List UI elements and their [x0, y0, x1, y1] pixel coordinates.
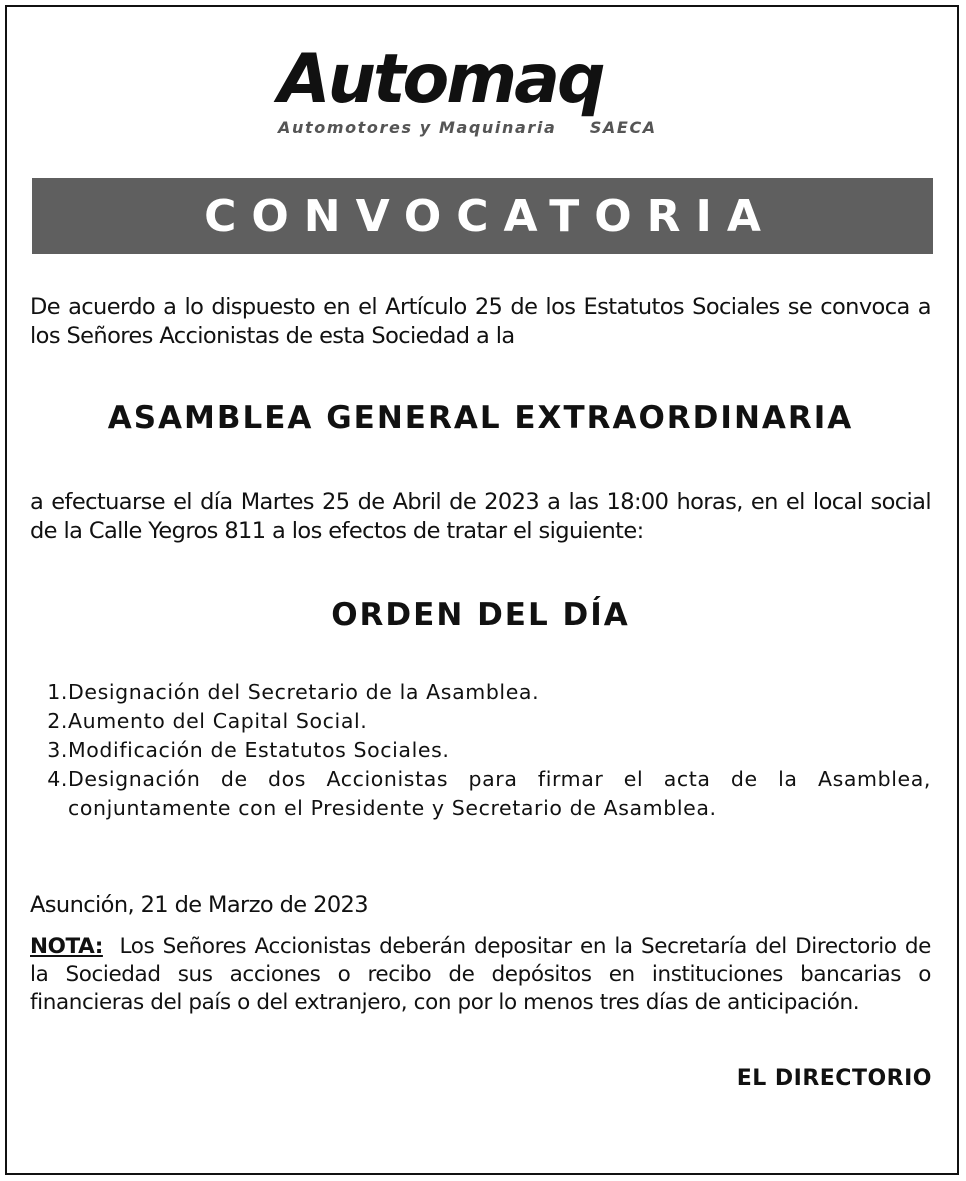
intro-paragraph: De acuerdo a lo dispuesto en el Artículo 25 de los Estatutos Sociales se convoca a los Señores Accionistas de esta Sociedad a la: [30, 294, 931, 349]
agenda-item: [30, 765, 931, 823]
agenda-item: [30, 707, 931, 736]
title-banner: [32, 178, 933, 254]
details-paragraph: a efectuarse el día Martes 25 de Abril de 2023 a las 18:00 horas, en el local social de la Calle Yegros 811 a los efectos de tratar el siguiente:: [30, 489, 931, 544]
nota-paragraph: [30, 933, 931, 1017]
company-logo: [278, 40, 698, 142]
agenda-item-number: 1.: [47, 680, 68, 704]
banner-title: CONVOCATORIA: [204, 190, 776, 242]
logo-wordmark: Automaq: [278, 40, 603, 119]
assembly-title: ASAMBLEA GENERAL EXTRAORDINARIA: [107, 400, 854, 436]
agenda-item: [30, 736, 931, 765]
agenda-item: [30, 678, 931, 707]
signature: EL DIRECTORIO: [736, 1066, 932, 1091]
nota-text: Los Señores Accionistas deberán depositar en la Secretaría del Directorio de la Sociedad sus acciones o recibo de depósitos en instituciones bancarias o financieras del país o del extranjero, con por lo menos tres días de anticipación.: [30, 934, 931, 1015]
agenda-item-text: Designación del Secretario de la Asamblea.: [68, 680, 540, 704]
logo-suffix: SAECA: [589, 118, 657, 137]
date-line: Asunción, 21 de Marzo de 2023: [30, 892, 368, 918]
agenda-title: ORDEN DEL DÍA: [331, 597, 630, 633]
agenda-item-number: 2.: [47, 709, 68, 733]
logo-subtitle: [278, 118, 657, 137]
agenda-item-text: Designación de dos Accionistas para firmar el acta de la Asamblea, conjuntamente con el Presidente y Secretario de Asamblea.: [68, 767, 931, 820]
agenda-item-number: 4.: [47, 767, 68, 791]
agenda-item-text: Modificación de Estatutos Sociales.: [68, 738, 450, 762]
agenda-item-number: 3.: [47, 738, 68, 762]
agenda-list: [30, 678, 931, 823]
nota-label: NOTA:: [30, 934, 103, 959]
agenda-item-text: Aumento del Capital Social.: [68, 709, 368, 733]
logo-subtitle-text: Automotores y Maquinaria: [278, 118, 557, 137]
